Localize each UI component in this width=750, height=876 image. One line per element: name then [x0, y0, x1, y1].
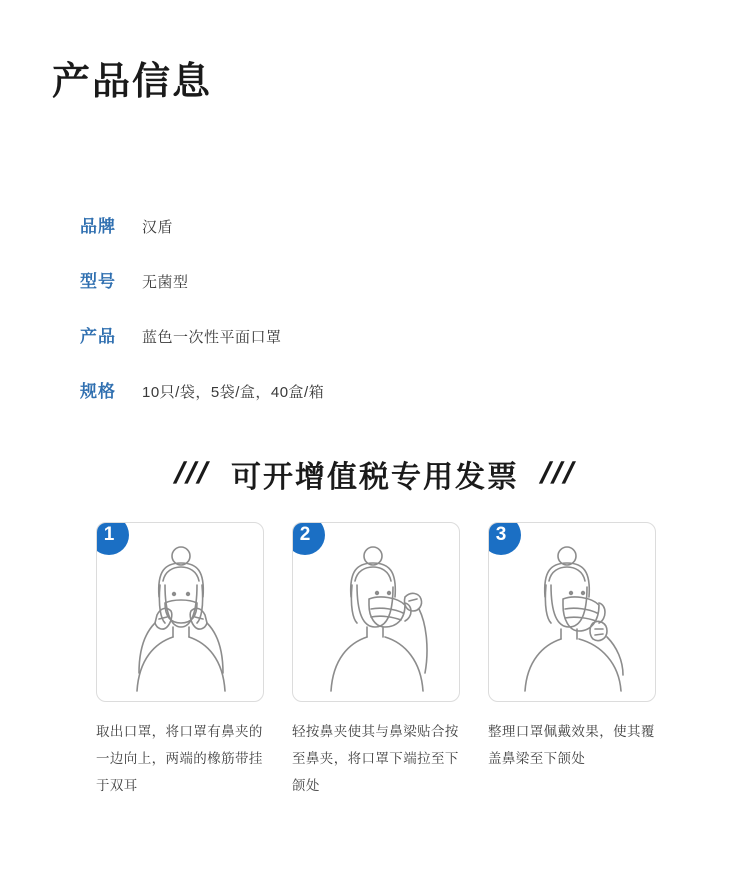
spec-value-model: 无菌型 [142, 274, 189, 291]
spec-row-model [80, 267, 680, 292]
step-3-caption: 整理口罩佩戴效果，使其覆盖鼻梁至下颌处 [488, 724, 655, 766]
step-3-number-badge: 3 [488, 522, 521, 555]
slash-right-decoration: /// [539, 457, 577, 490]
step-1-caption: 取出口罩，将口罩有鼻夹的一边向上，两端的橡筋带挂于双耳 [96, 724, 263, 793]
usage-steps [96, 522, 656, 799]
slash-left-decoration: /// [173, 457, 211, 490]
spec-label-brand: 品牌 [80, 217, 116, 236]
step-1-figure [96, 522, 264, 702]
spec-value-brand: 汉盾 [142, 219, 174, 236]
spec-value-product: 蓝色一次性平面口罩 [142, 329, 282, 346]
step-2-number-badge: 2 [292, 522, 325, 555]
step-1-number-badge: 1 [96, 522, 129, 555]
spec-list [80, 212, 680, 432]
step-2-figure [292, 522, 460, 702]
usage-step-3 [488, 522, 656, 799]
spec-value-specification: 10只/袋，5袋/盒，40盒/箱 [142, 384, 325, 401]
spec-row-specification [80, 377, 680, 402]
spec-row-brand [80, 212, 680, 237]
usage-step-2 [292, 522, 460, 799]
step-3-figure [488, 522, 656, 702]
usage-step-1 [96, 522, 264, 799]
page-title: 产品信息 [52, 61, 213, 103]
spec-label-model: 型号 [80, 272, 116, 291]
spec-label-product: 产品 [80, 327, 116, 346]
step-2-caption: 轻按鼻夹使其与鼻梁贴合按至鼻夹，将口罩下端拉至下颌处 [292, 724, 459, 793]
spec-row-product [80, 322, 680, 347]
spec-label-specification: 规格 [80, 382, 116, 401]
invoice-banner [0, 452, 750, 496]
invoice-banner-text: 可开增值税专用发票 [231, 461, 519, 494]
